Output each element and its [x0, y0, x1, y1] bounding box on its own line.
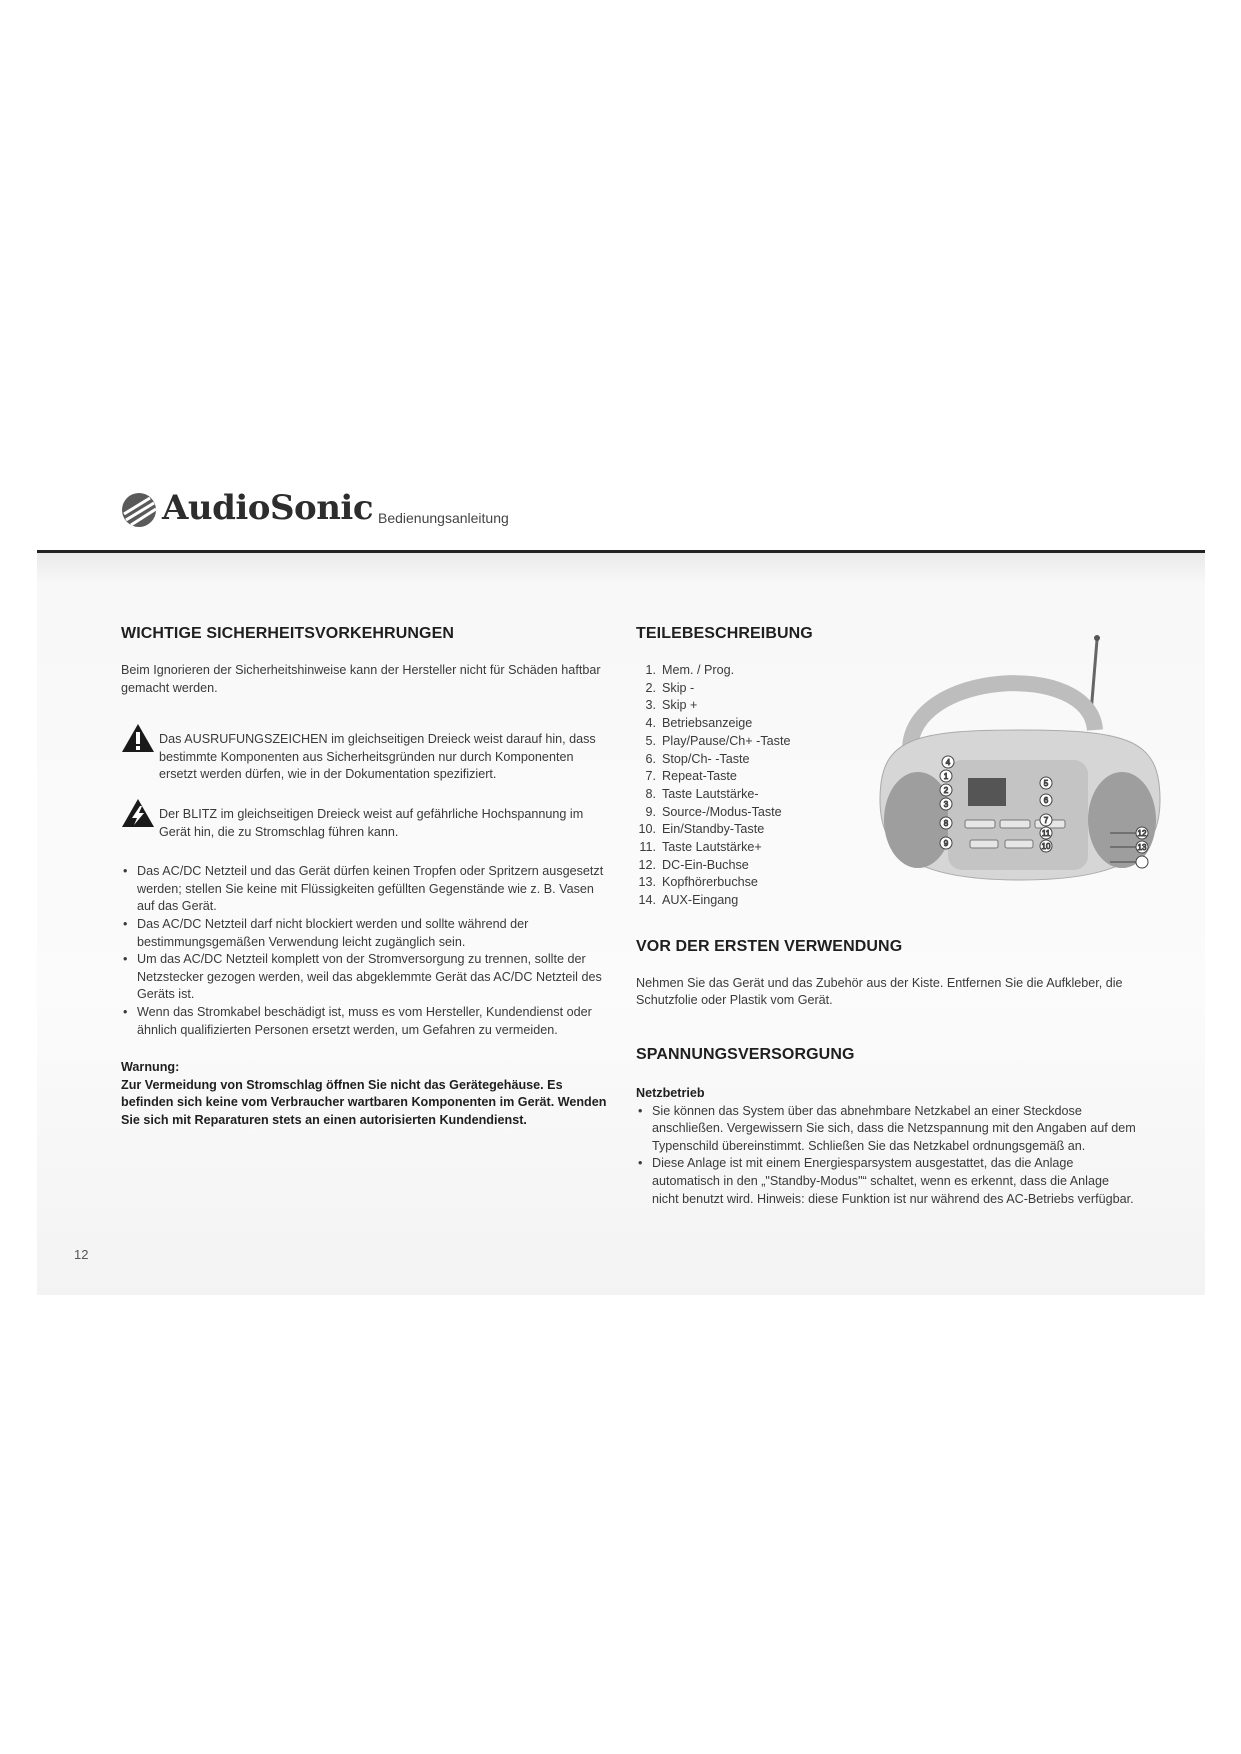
list-item: • Das AC/DC Netzteil und das Gerät dürfen keinen Tropfen oder Spritzern ausgesetzt werden; stellen Sie keine mit Flüssigkeiten gefüllten Gegenstände wie z. B. Vasen auf das Gerät. — [121, 863, 611, 916]
svg-text:3: 3 — [943, 800, 949, 809]
list-item: 13. Kopfhörerbuchse — [638, 875, 758, 890]
parts-title: TEILEBESCHREIBUNG — [636, 625, 813, 642]
list-item: 14. AUX-Eingang — [638, 893, 739, 908]
list-item: • Um das AC/DC Netzteil komplett von der Stromversorgung zu trennen, sollte der Netzstecker gezogen werden, weil das abgeklemmte Gerät das AC/DC Netzteil des Geräts ist. — [121, 951, 611, 1004]
svg-text:9: 9 — [943, 839, 949, 848]
callout-12 — [1136, 827, 1148, 839]
list-item: 5. Play/Pause/Ch+ -Taste — [645, 733, 791, 748]
svg-text:10: 10 — [1041, 842, 1051, 851]
lightning-text: Der BLITZ im gleichseitigen Dreieck weist auf gefährliche Hochspannung im Gerät hin, die zu Stromschlag führen kann. — [159, 806, 584, 839]
list-item: 3. Skip + — [645, 698, 698, 713]
list-item: 1. Mem. / Prog. — [645, 663, 735, 677]
exclamation-note — [121, 723, 611, 784]
safety-bullets — [121, 863, 611, 1039]
svg-text:11: 11 — [1041, 829, 1051, 838]
svg-text:4: 4 — [945, 758, 951, 767]
list-item: 10. Ein/Standby-Taste — [638, 822, 765, 837]
callout-6 — [1040, 794, 1052, 806]
list-item: 4. Betriebsanzeige — [645, 716, 753, 731]
svg-text:8: 8 — [943, 819, 949, 828]
svg-text:2: 2 — [943, 786, 949, 795]
list-item: • Sie können das System über das abnehmbare Netzkabel an einer Steckdose anschließen. Vergewissern Sie sich, dass die Netzspannung mit den Angaben auf dem Typenschild übereinstimmt. Schließen Sie das Netzkabel ordnungsgemäß an. — [636, 1103, 1136, 1156]
exclamation-triangle-icon — [121, 723, 155, 753]
list-item: • Diese Anlage ist mit einem Energiesparsystem ausgestattet, das die Anlage automatisch in den „"Standby-Modus"“ schaltet, wenn es erkennt, dass die Anlage nicht benutzt wird. Hinweis: diese Funktion ist nur während des AC-Betriebs verfügbar. — [636, 1155, 1136, 1208]
list-item: 8. Taste Lautstärke- — [645, 786, 759, 801]
page-header — [120, 488, 540, 538]
callout-8 — [940, 817, 952, 829]
power-title: SPANNUNGSVERSORGUNG — [636, 1046, 855, 1064]
list-item: 12. DC-Ein-Buchse — [638, 857, 749, 872]
list-item: • Das AC/DC Netzteil darf nicht blockiert werden und sollte während der bestimmungsgemäßen Verwendung leicht zugänglich sein. — [121, 916, 611, 951]
power-subtitle: Netzbetrieb — [636, 1086, 705, 1101]
audiosonic-logo-icon — [120, 492, 158, 528]
list-item: 9. Source-/Modus-Taste — [645, 804, 782, 819]
safety-intro: Beim Ignorieren der Sicherheitshinweise kann der Hersteller nicht für Schäden haftbar gemacht werden. — [121, 663, 601, 695]
callout-3 — [940, 798, 952, 810]
callout-7 — [1040, 814, 1052, 826]
list-item: 11. Taste Lautstärke+ — [639, 840, 762, 855]
power-bullets — [636, 1103, 1136, 1209]
list-item: 6. Stop/Ch- -Taste — [645, 751, 750, 766]
first-use-text: Nehmen Sie das Gerät und das Zubehör aus der Kiste. Entfernen Sie die Aufkleber, die Schutzfolie oder Plastik vom Gerät. — [636, 975, 1123, 1008]
first-use-title: VOR DER ERSTEN VERWENDUNG — [636, 937, 903, 955]
callout-13 — [1136, 841, 1148, 853]
lightning-triangle-icon — [121, 798, 155, 828]
svg-text:7: 7 — [1043, 816, 1049, 825]
callout-11 — [1040, 827, 1052, 839]
callout-1 — [940, 770, 952, 782]
warning-text: Zur Vermeidung von Stromschlag öffnen Sie nicht das Gerätegehäuse. Es befinden sich keine vom Verbraucher wartbaren Komponenten im Gerät. Wenden Sie sich mit Reparaturen stets an einen autorisierten Kundendienst. — [121, 1077, 607, 1127]
lightning-note — [121, 798, 611, 841]
list-item: 2. Skip - — [645, 680, 695, 695]
callout-4 — [942, 756, 954, 768]
list-item: • Wenn das Stromkabel beschädigt ist, muss es vom Hersteller, Kundendienst oder ähnlich qualifizierten Personen ersetzt werden, um Gefahren zu vermeiden. — [121, 1004, 611, 1039]
warning-title: Warnung: — [121, 1060, 180, 1075]
exclamation-text: Das AUSRUFUNGSZEICHEN im gleichseitigen Dreieck weist darauf hin, dass bestimmte Komponenten aus Sicherheitsgründen nur durch Komponenten ersetzt werden dürfen, wie in der Dokumentation spezifiziert. — [159, 732, 596, 782]
list-item: 7. Repeat-Taste — [645, 769, 737, 784]
brand-name: AudioSonic — [162, 488, 374, 528]
svg-text:6: 6 — [1043, 796, 1049, 805]
svg-text:12: 12 — [1137, 829, 1147, 838]
callout-14 — [1136, 856, 1148, 868]
left-column — [121, 625, 611, 1129]
svg-text:1: 1 — [943, 772, 949, 781]
svg-text:5: 5 — [1043, 779, 1049, 788]
callout-2 — [940, 784, 952, 796]
page-number: 12 — [74, 1247, 89, 1262]
callout-5 — [1040, 777, 1052, 789]
svg-text:13: 13 — [1137, 843, 1147, 852]
callout-9 — [940, 837, 952, 849]
callout-10 — [1040, 840, 1052, 852]
document-subtitle: Bedienungsanleitung — [378, 510, 509, 526]
cd-player-illustration — [870, 630, 1170, 910]
safety-title: WICHTIGE SICHERHEITSVORKEHRUNGEN — [121, 625, 454, 642]
